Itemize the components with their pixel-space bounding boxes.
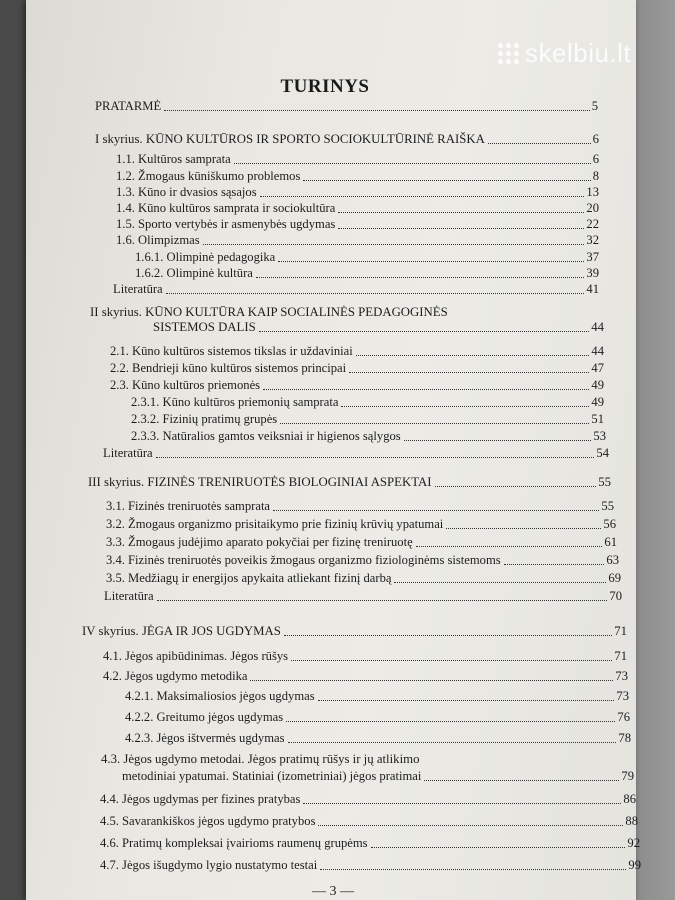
toc-entry: PRATARMĖ 5	[95, 99, 598, 113]
page-number: — 3 —	[312, 884, 354, 899]
toc-entry: 4.6. Pratimų kompleksai įvairioms raumenų grupėms 92	[100, 836, 640, 850]
toc-chapter: I skyrius. KŪNO KULTŪROS IR SPORTO SOCIOKULTŪRINĖ RAIŠKA 6	[95, 132, 599, 146]
toc-entry-line1: 4.3. Jėgos ugdymo metodai. Jėgos pratimų rūšys ir jų atlikimo	[101, 752, 420, 766]
toc-entry: 2.1. Kūno kultūros sistemos tikslas ir uždaviniai 44	[110, 344, 604, 358]
toc-entry: 4.5. Savarankiškos jėgos ugdymo pratybos 88	[100, 814, 638, 828]
toc-entry: metodiniai ypatumai. Statiniai (izometriniai) jėgos pratimai 79	[122, 769, 634, 783]
toc-entry: 4.1. Jėgos apibūdinimas. Jėgos rūšys 71	[103, 649, 627, 663]
toc-chapter: III skyrius. FIZINĖS TRENIRUOTĖS BIOLOGINIAI ASPEKTAI 55	[88, 475, 611, 489]
toc-entry: 1.6.1. Olimpinė pedagogika 37	[135, 250, 599, 264]
toc-entry: 1.6.2. Olimpinė kultūra 39	[135, 266, 599, 280]
toc-entry: 4.2.1. Maksimaliosios jėgos ugdymas 73	[125, 689, 629, 703]
toc-entry: 4.2.2. Greitumo jėgos ugdymas 76	[125, 710, 630, 724]
toc-entry: 3.3. Žmogaus judėjimo aparato pokyčiai per fizinę treniruotę 61	[106, 535, 617, 549]
toc-entry: 4.7. Jėgos išugdymo lygio nustatymo testai 99	[100, 858, 641, 872]
toc-entry: 1.1. Kultūros samprata 6	[116, 152, 599, 166]
toc-entry: 3.5. Medžiagų ir energijos apykaita atliekant fizinį darbą 69	[106, 571, 621, 585]
toc-chapter-line1: II skyrius. KŪNO KULTŪRA KAIP SOCIALINĖS PEDAGOGINĖS	[90, 305, 448, 319]
toc-chapter: SISTEMOS DALIS 44	[153, 320, 604, 334]
toc-entry: 2.3.2. Fizinių pratimų grupės 51	[131, 412, 604, 426]
toc-entry: Literatūra 70	[104, 589, 622, 603]
toc-entry: 1.5. Sporto vertybės ir asmenybės ugdymas 22	[116, 217, 599, 231]
toc-chapter: IV skyrius. JĖGA IR JOS UGDYMAS 71	[82, 624, 627, 638]
toc-entry: 3.4. Fizinės treniruotės poveikis žmogaus organizmo fiziologinėms sistemoms 63	[106, 553, 619, 567]
watermark-logo	[498, 38, 631, 69]
toc-entry: 1.3. Kūno ir dvasios sąsajos 13	[116, 185, 599, 199]
page-title: TURINYS	[280, 76, 370, 97]
toc-entry: Literatūra 54	[103, 446, 609, 460]
toc-entry: 2.3.3. Natūralios gamtos veiksniai ir higienos sąlygos 53	[131, 429, 606, 443]
toc-entry: 3.1. Fizinės treniruotės samprata 55	[106, 499, 614, 513]
watermark-text: skelbiu.lt	[525, 38, 632, 68]
logo-dots-icon	[498, 43, 519, 64]
toc-entry: 2.2. Bendrieji kūno kultūros sistemos principai 47	[110, 361, 604, 375]
toc-entry: 1.2. Žmogaus kūniškumo problemos 8	[116, 169, 599, 183]
toc-entry: 2.3.1. Kūno kultūros priemonių samprata 49	[131, 395, 604, 409]
toc-entry: 1.6. Olimpizmas 32	[116, 233, 599, 247]
toc-entry: 4.2. Jėgos ugdymo metodika 73	[103, 669, 628, 683]
toc-entry: Literatūra 41	[113, 282, 599, 296]
toc-entry: 4.2.3. Jėgos ištvermės ugdymas 78	[125, 731, 631, 745]
toc-entry: 3.2. Žmogaus organizmo prisitaikymo prie fizinių krūvių ypatumai 56	[106, 517, 616, 531]
toc-entry: 1.4. Kūno kultūros samprata ir sociokultūra 20	[116, 201, 599, 215]
toc-entry: 2.3. Kūno kultūros priemonės 49	[110, 378, 604, 392]
toc-entry: 4.4. Jėgos ugdymas per fizines pratybas 86	[100, 792, 636, 806]
